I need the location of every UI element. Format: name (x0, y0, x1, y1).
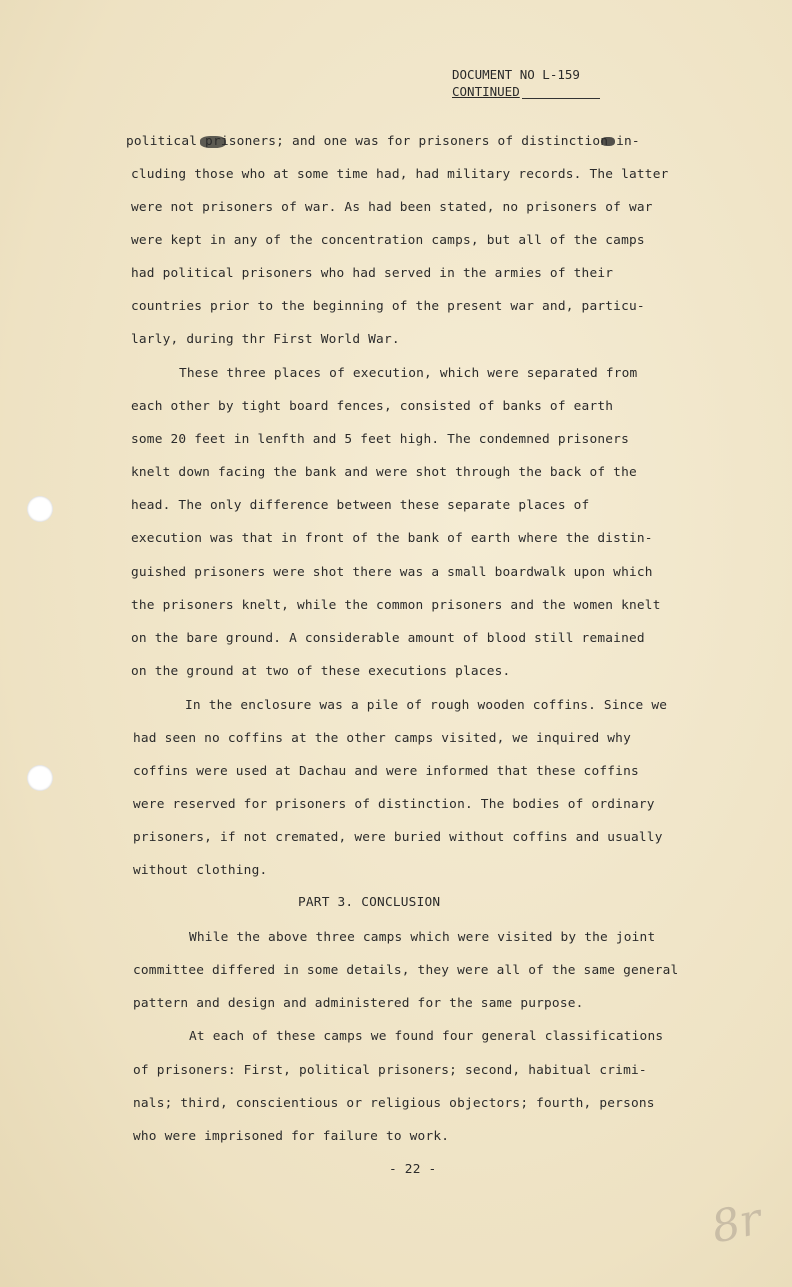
punch-hole-top (27, 496, 53, 522)
text-line: These three places of execution, which were separated from (179, 366, 638, 381)
text-line: on the bare ground. A considerable amount of blood still remained (131, 631, 645, 646)
document-number: DOCUMENT NO L-159 (452, 67, 580, 82)
text-line: pattern and design and administered for the same purpose. (133, 996, 584, 1011)
text-line: each other by tight board fences, consisted of banks of earth (131, 399, 614, 414)
text-line: had political prisoners who had served in the armies of their (131, 266, 614, 281)
text-line: While the above three camps which were visited by the joint (189, 930, 656, 945)
text-line: without clothing. (133, 863, 268, 878)
text-line: had seen no coffins at the other camps visited, we inquired why (133, 731, 631, 746)
text-line: committee differed in some details, they were all of the same general (133, 963, 679, 978)
text-line: larly, during thr First World War. (131, 332, 400, 347)
text-line: execution was that in front of the bank of earth where the distin- (131, 531, 653, 546)
text-line: were reserved for prisoners of distinction. The bodies of ordinary (133, 797, 655, 812)
text-line: head. The only difference between these separate places of (131, 498, 590, 513)
document-header (452, 66, 602, 100)
text-line: coffins were used at Dachau and were informed that these coffins (133, 764, 639, 779)
section-title: PART 3. CONCLUSION (298, 895, 441, 910)
text-line: on the ground at two of these executions places. (131, 664, 511, 679)
text-line: were kept in any of the concentration camps, but all of the camps (131, 233, 645, 248)
text-line: cluding those who at some time had, had military records. The latter (131, 167, 669, 182)
text-line: nals; third, conscientious or religious objectors; fourth, persons (133, 1096, 655, 1111)
continued-label: CONTINUED (452, 84, 520, 99)
text-line: At each of these camps we found four general classifications (189, 1029, 664, 1044)
text-line: some 20 feet in lenfth and 5 feet high. The condemned prisoners (131, 432, 629, 447)
text-line: were not prisoners of war. As had been stated, no prisoners of war (131, 200, 653, 215)
handwritten-margin-note: 8r (707, 1193, 766, 1254)
text-line: of prisoners: First, political prisoners; second, habitual crimi- (133, 1063, 647, 1078)
text-line: prisoners, if not cremated, were buried without coffins and usually (133, 830, 663, 845)
header-rule (522, 98, 600, 99)
text-line: knelt down facing the bank and were shot through the back of the (131, 465, 637, 480)
text-line: who were imprisoned for failure to work. (133, 1129, 450, 1144)
text-line: political prisoners; and one was for prisoners of distinction in- (126, 134, 640, 149)
page-number: - 22 - (389, 1162, 437, 1177)
punch-hole-bottom (27, 765, 53, 791)
text-line: countries prior to the beginning of the present war and, particu- (131, 299, 645, 314)
text-line: In the enclosure was a pile of rough wooden coffins. Since we (185, 698, 668, 713)
text-line: the prisoners knelt, while the common prisoners and the women knelt (131, 598, 661, 613)
text-line: guished prisoners were shot there was a small boardwalk upon which (131, 565, 653, 580)
